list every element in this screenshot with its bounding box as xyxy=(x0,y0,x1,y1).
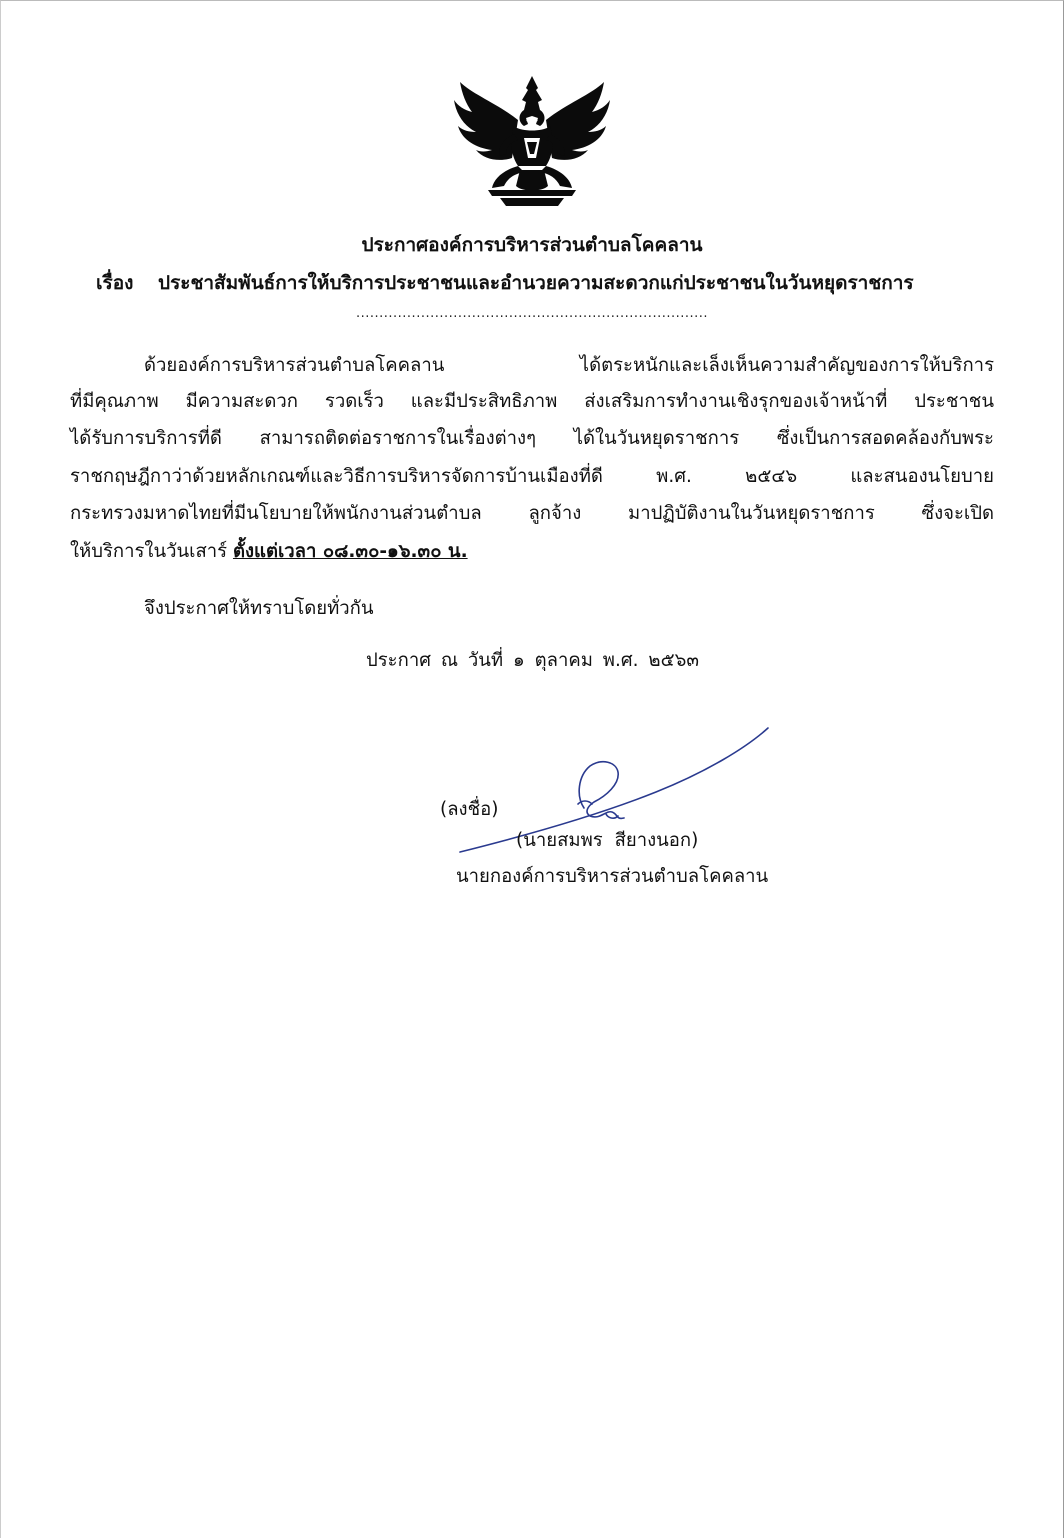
subject-row xyxy=(96,268,914,298)
separator-dots: ............................................................................ xyxy=(355,306,709,321)
garuda-emblem-icon xyxy=(448,74,616,210)
signature-label: (ลงชื่อ) xyxy=(440,799,499,820)
body-line-3: ได้รับการบริการที่ดี สามารถติดต่อราชการในเรื่องต่างๆ ได้ในวันหยุดราชการ ซึ่งเป็นการสอดคล้องกับพระ xyxy=(70,428,994,449)
body-line-4: ราชกฤษฎีกาว่าด้วยหลักเกณฑ์และวิธีการบริหารจัดการบ้านเมืองที่ดี พ.ศ. ๒๕๔๖ และสนองนโยบาย xyxy=(70,466,994,487)
body-line-6-prefix: ให้บริการในวันเสาร์ xyxy=(70,541,233,562)
body-line-6 xyxy=(70,540,468,564)
body-line-1: ด้วยองค์การบริหารส่วนตำบลโคคลาน ได้ตระหนักและเล็งเห็นความสำคัญของการให้บริการ xyxy=(144,355,994,376)
subject-label: เรื่อง xyxy=(96,272,134,294)
subject-text: ประชาสัมพันธ์การให้บริการประชาชนและอำนวยความสะดวกแก่ประชาชนในวันหยุดราชการ xyxy=(158,272,914,294)
announcement-title: ประกาศองค์การบริหารส่วนตำบลโคคลาน xyxy=(361,234,703,256)
service-hours: ตั้งแต่เวลา ๐๘.๓๐-๑๖.๓๐ น. xyxy=(232,541,468,562)
body-line-5: กระทรวงมหาดไทยที่มีนโยบายให้พนักงานส่วนตำบล ลูกจ้าง มาปฏิบัติงานในวันหยุดราชการ ซึ่งจะเปิด xyxy=(70,503,994,524)
announcement-date: ประกาศ ณ วันที่ ๑ ตุลาคม พ.ศ. ๒๕๖๓ xyxy=(366,650,699,671)
body-line-2: ที่มีคุณภาพ มีความสะดวก รวดเร็ว และมีประสิทธิภาพ ส่งเสริมการทำงานเชิงรุกของเจ้าหน้าที่ ประชาชน xyxy=(70,391,994,412)
closing-statement: จึงประกาศให้ทราบโดยทั่วกัน xyxy=(144,598,374,619)
signer-position: นายกองค์การบริหารส่วนตำบลโคคลาน xyxy=(456,866,769,887)
signer-name: (นายสมพร สียางนอก) xyxy=(516,830,699,851)
